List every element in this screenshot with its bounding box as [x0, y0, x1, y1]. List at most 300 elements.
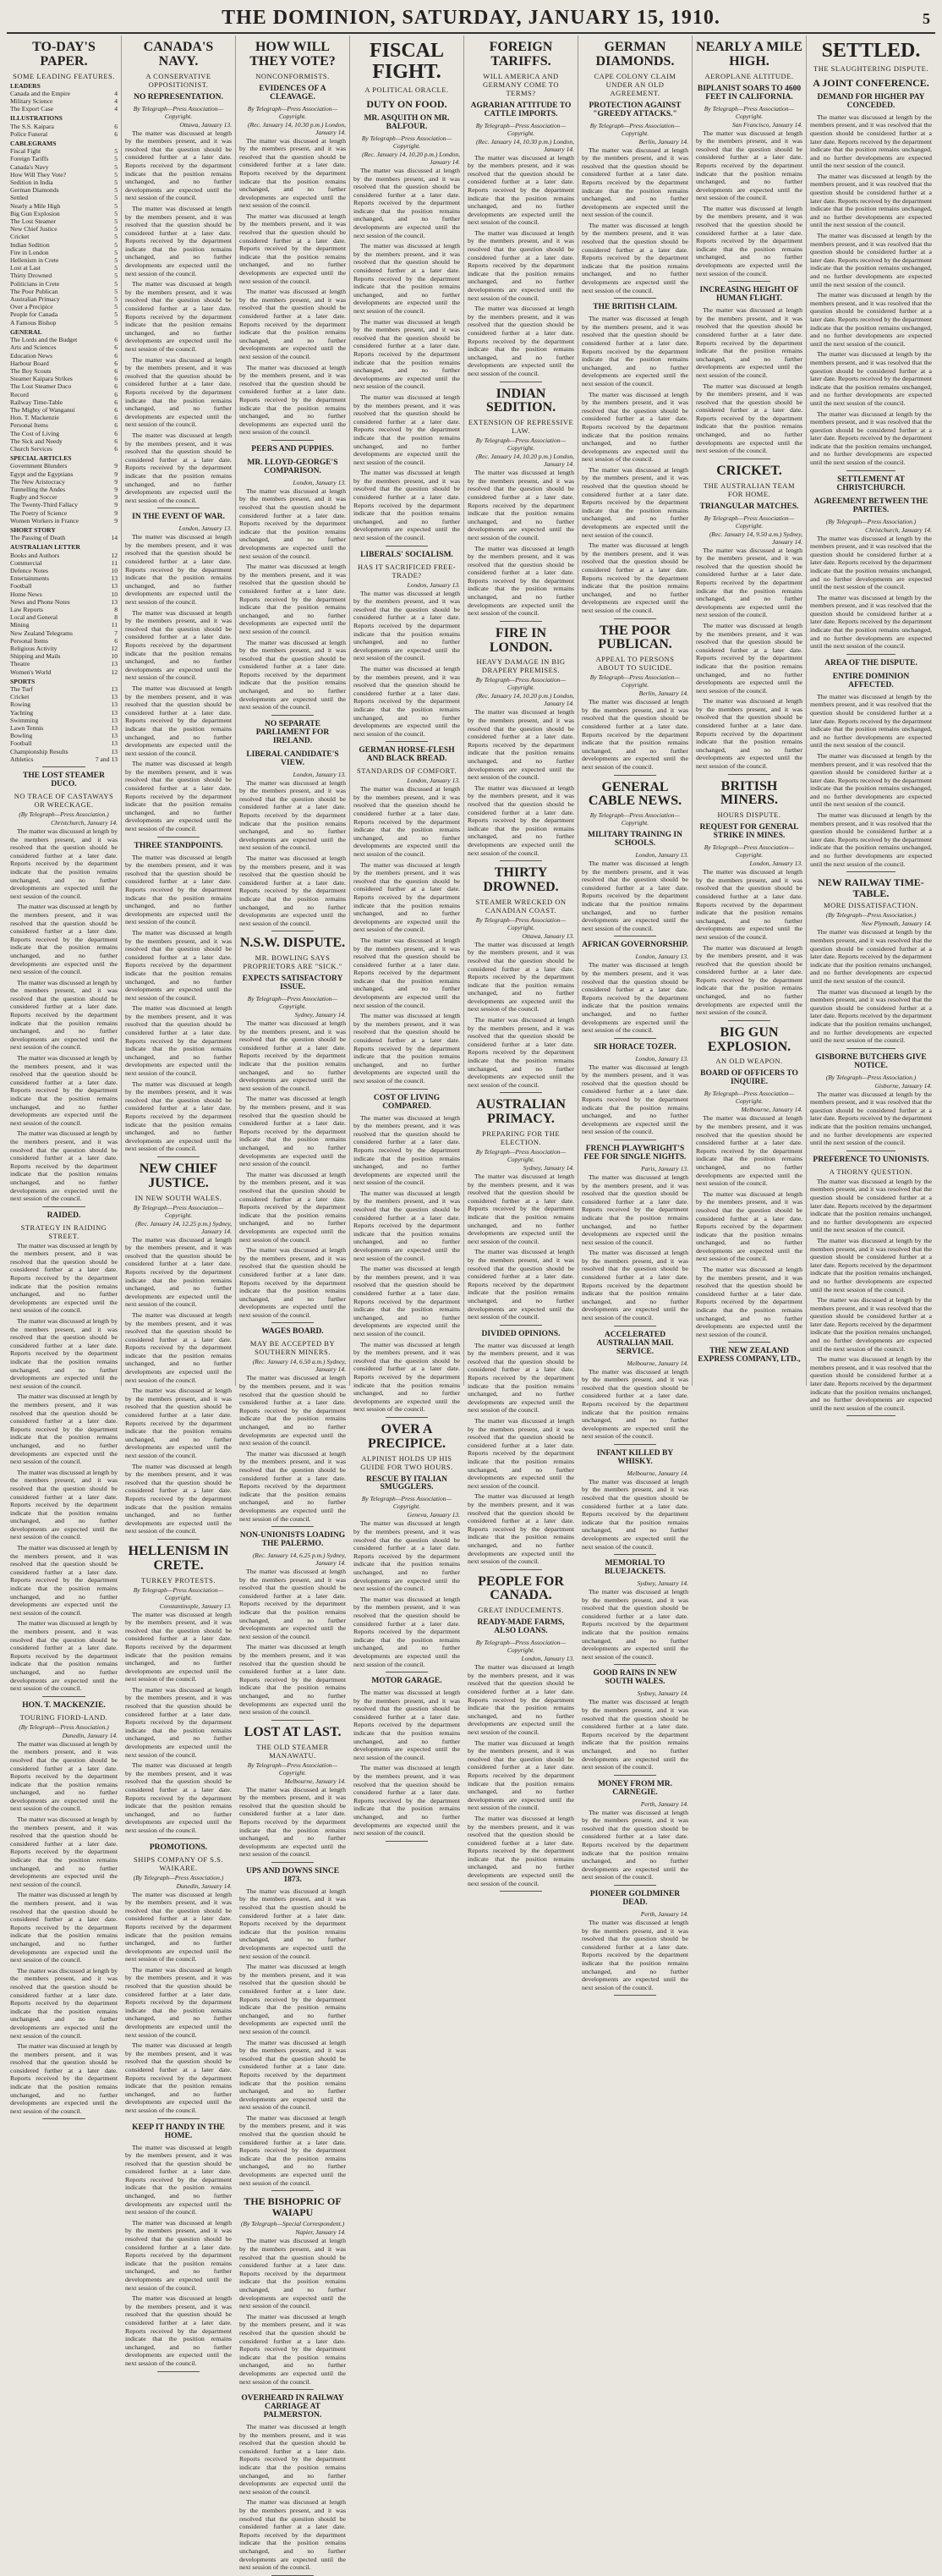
- story-paragraph: The matter was discussed at length by the members present, and it was resolved that the question should be considered further at a later date. Reports received by the department indicate that the position remains unchanged, and no further developments are expected until the next session of the council.: [239, 1568, 346, 1640]
- story-headline: THE LOST STEAMER DUCO.: [23, 772, 105, 789]
- story-headline: GERMAN DIAMONDS.: [595, 40, 675, 69]
- index-item-label: Fire in London: [10, 248, 49, 256]
- story-paragraph: The matter was discussed at length by the members present, and it was resolved that the question should be considered further at a later date. Reports received by the department indicate that the position remains unchanged, and no further developments are expected until the next session of the council.: [810, 987, 932, 1045]
- story-byline: By Telegraph—Press Association—Copyright.: [475, 121, 567, 137]
- index-item-label: The Cost of Living: [10, 429, 60, 437]
- index-item-page: 11: [111, 558, 118, 567]
- story-dateline: (Rec. January 14, 10.30 p.m.) London, January 14.: [247, 120, 346, 136]
- story-paragraph: The matter was discussed at length by the members present, and it was resolved that the question should be considered further at a later date. Reports received by the department indicate that the position remains unchanged, and no further developments are expected until the next session of the council.: [696, 1114, 802, 1188]
- story-subheading: A THORNY QUESTION.: [829, 1167, 913, 1176]
- index-item-label: Law Reports: [10, 606, 44, 613]
- story-byline: By Telegraph—Press Association—Copyright.: [475, 1639, 567, 1655]
- story-paragraph: The matter was discussed at length by the members present, and it was resolved that the question should be considered further at a later date. Reports received by the department indicate that the position remains unchanged, and no further developments are expected until the next session of the council.: [582, 860, 688, 932]
- story-headline: DIVIDED OPINIONS.: [481, 1329, 561, 1338]
- index-item-page: 6: [114, 343, 118, 352]
- masthead: [0, 0, 942, 34]
- index-item-page: 5: [114, 217, 118, 226]
- index-item: [10, 652, 118, 660]
- story-headline: BIPLANIST SOARS TO 4600 FEET IN CALIFORNIA.: [697, 84, 802, 102]
- story-headline: SIR HORACE TOZER.: [594, 1042, 676, 1052]
- story-headline: NON-UNIONISTS LOADING THE PALERMO.: [239, 1531, 346, 1549]
- story-paragraph: The matter was discussed at length by the members present, and it was resolved that the question should be considered further at a later date. Reports received by the department indicate that the position remains unchanged, and no further developments are expected until the next session of the council.: [810, 692, 932, 750]
- column-7: [693, 36, 807, 1386]
- index-item: [10, 264, 118, 272]
- story-subheading: THE AUSTRALIAN TEAM FOR HOME.: [703, 481, 796, 498]
- index-item: [10, 582, 118, 590]
- story-paragraph: The matter was discussed at length by the members present, and it was resolved that the question should be considered further at a later date. Reports received by the department indicate that the position remains unchanged, and no further developments are expected until the next session of the council.: [353, 860, 460, 934]
- index-item-page: 6: [114, 351, 118, 360]
- story-paragraph: The matter was discussed at length by the members present, and it was resolved that the question should be considered further at a later date. Reports received by the department indicate that the position remains unchanged, and no further developments are expected until the next session of the council.: [468, 544, 574, 618]
- story-separator: [42, 1696, 85, 1697]
- index-item-page: 5: [114, 155, 118, 163]
- index-item: [10, 606, 118, 613]
- story-headline: NEARLY A MILE HIGH.: [696, 40, 802, 69]
- column-8: [807, 36, 935, 1412]
- index-item-label: The New Aristocracy: [10, 477, 65, 486]
- story-paragraph: The matter was discussed at length by the members present, and it was resolved that the question should be considered further at a later date. Reports received by the department indicate that the position remains unchanged, and no further developments are expected until the next session of the council.: [125, 204, 232, 277]
- story-paragraph: The matter was discussed at length by the members present, and it was resolved that the question should be considered further at a later date. Reports received by the department indicate that the position remains unchanged, and no further developments are expected until the next session of the council.: [10, 903, 118, 976]
- story-separator: [728, 774, 770, 775]
- story-headline: INDIAN SEDITION.: [485, 386, 556, 415]
- story-paragraph: The matter was discussed at length by the members present, and it was resolved that the question should be considered further at a later date. Reports received by the department indicate that the position remains unchanged, and no further developments are expected until the next session of the council.: [696, 868, 802, 941]
- story-dateline: London, January 13.: [635, 1054, 688, 1063]
- story-paragraph: The matter was discussed at length by the members present, and it was resolved that the question should be considered further at a later date. Reports received by the department indicate that the position remains unchanged, and no further developments are expected until the next session of the council.: [582, 1808, 688, 1881]
- story-paragraph: The matter was discussed at length by the members present, and it was resolved that the question should be considered further at a later date. Reports received by the department indicate that the position remains unchanged, and no further developments are expected until the next session of the council.: [582, 961, 688, 1035]
- story-headline: MR. ASQUITH ON MR. BALFOUR.: [364, 113, 450, 131]
- index-item-page: 9: [114, 477, 118, 486]
- index-item: [10, 421, 118, 429]
- story-separator: [157, 1539, 200, 1540]
- index-item-page: 6: [114, 437, 118, 445]
- index-item-label: New Chief Justice: [10, 225, 58, 233]
- index-item-label: Nearly a Mile High: [10, 201, 61, 210]
- story-paragraph: The matter was discussed at length by the members present, and it was resolved that the question should be considered further at a later date. Reports received by the department indicate that the position remains unchanged, and no further developments are expected until the next session of the council.: [582, 1698, 688, 1771]
- index-item-label: Personal Items: [10, 636, 48, 645]
- story-paragraph: The matter was discussed at length by the members present, and it was resolved that the question should be considered further at a later date. Reports received by the department indicate that the position remains unchanged, and no further developments are expected until the next session of the council.: [810, 1355, 932, 1412]
- story-paragraph: The matter was discussed at length by the members present, and it was resolved that the question should be considered further at a later date. Reports received by the department indicate that the position remains unchanged, and no further developments are expected until the next session of the council.: [10, 1966, 118, 2040]
- index-item-page: 6: [114, 398, 118, 406]
- story-headline: THE BRITISH CLAIM.: [593, 303, 677, 312]
- story-separator: [271, 715, 314, 716]
- index-item: [10, 700, 118, 708]
- story-headline: PEOPLE FOR CANADA.: [478, 1574, 564, 1603]
- story-subheading: TURKEY PROTESTS.: [141, 1575, 216, 1585]
- index-item-page: 13: [111, 574, 118, 583]
- story-subheading: STANDARDS OF COMFORT.: [356, 766, 457, 776]
- index-item-label: Railway Time-Table: [10, 398, 63, 406]
- story-headline: PREFERENCE TO UNIONISTS.: [813, 1155, 929, 1164]
- story-dateline: Dunedin, January 14.: [176, 1881, 232, 1890]
- story-paragraph: The matter was discussed at length by the members present, and it was resolved that the question should be considered further at a later date. Reports received by the department indicate that the position remains unchanged, and no further developments are expected until the next session of the council.: [810, 291, 932, 348]
- index-item-page: 6: [114, 429, 118, 437]
- index-section: AUSTRALIAN LETTER: [10, 543, 80, 552]
- index-item: [10, 130, 118, 138]
- story-paragraph: The matter was discussed at length by the members present, and it was resolved that the question should be considered further at a later date. Reports received by the department indicate that the position remains unchanged, and no further developments are expected until the next session of the council.: [582, 1588, 688, 1661]
- index-item-label: Foreign Tariffs: [10, 155, 49, 163]
- index-item: [10, 598, 118, 606]
- story-headline: PROTECTION AGAINST "GREEDY ATTACKS.": [589, 101, 682, 118]
- index-item-label: The Export Case: [10, 105, 54, 113]
- index-item-label: Canada's Navy: [10, 162, 49, 171]
- story-paragraph: The matter was discussed at length by the members present, and it was resolved that the question should be considered further at a later date. Reports received by the department indicate that the position remains unchanged, and no further developments are expected until the next session of the council.: [810, 593, 932, 651]
- story-paragraph: The matter was discussed at length by the members present, and it was resolved that the question should be considered further at a later date. Reports received by the department indicate that the position remains unchanged, and no further developments are expected until the next session of the council.: [239, 1095, 346, 1168]
- index-item-page: 13: [111, 693, 118, 701]
- story-paragraph: The matter was discussed at length by the members present, and it was resolved that the question should be considered further at a later date. Reports received by the department indicate that the position remains unchanged, and no further developments are expected until the next session of the council.: [125, 1235, 232, 1309]
- index-item: [10, 398, 118, 406]
- story-dateline: Sydney, January 14.: [637, 1579, 688, 1588]
- index-item: [10, 186, 118, 194]
- index-item-page: 5: [114, 162, 118, 171]
- story-paragraph: The matter was discussed at length by the members present, and it was resolved that the question should be considered further at a later date. Reports received by the department indicate that the position remains unchanged, and no further developments are expected until the next session of the council.: [696, 1189, 802, 1263]
- story-headline: GERMAN HORSE-FLESH AND BLACK BREAD.: [359, 746, 455, 764]
- story-dateline: Melbourne, January 14.: [284, 1777, 346, 1785]
- story-headline: REQUEST FOR GENERAL STRIKE IN MINES.: [699, 823, 799, 841]
- index-item-label: Local and General: [10, 613, 58, 622]
- story-dateline: Paris, January 13.: [641, 1164, 688, 1173]
- masthead-rule: [7, 32, 935, 34]
- story-byline: By Telegraph—Press Association—Copyright.: [475, 915, 567, 931]
- story-dateline: Sydney, January 14.: [294, 1011, 346, 1019]
- story-paragraph: The matter was discussed at length by the members present, and it was resolved that the question should be considered further at a later date. Reports received by the department indicate that the position remains unchanged, and no further developments are expected until the next session of the council.: [353, 317, 460, 391]
- index-item-page: 6: [114, 122, 118, 130]
- story-paragraph: The matter was discussed at length by the members present, and it was resolved that the question should be considered further at a later date. Reports received by the department indicate that the position remains unchanged, and no further developments are expected until the next session of the council.: [125, 431, 232, 504]
- story-byline: By Telegraph—Press Association—Copyright.: [133, 104, 224, 120]
- index-item-label: The Poetry of Science: [10, 508, 68, 517]
- story-paragraph: The matter was discussed at length by the members present, and it was resolved that the question should be considered further at a later date. Reports received by the department indicate that the position remains unchanged, and no further developments are expected until the next session of the council.: [125, 533, 232, 606]
- index-item-page: 5: [114, 209, 118, 217]
- index-item: [10, 249, 118, 256]
- story-paragraph: The matter was discussed at length by the members present, and it was resolved that the question should be considered further at a later date. Reports received by the department indicate that the position remains unchanged, and no further developments are expected until the next session of the council.: [125, 1462, 232, 1535]
- story-headline: THE NEW ZEALAND EXPRESS COMPANY, LTD.,: [698, 1347, 801, 1365]
- story-paragraph: The matter was discussed at length by the members present, and it was resolved that the question should be considered further at a later date. Reports received by the department indicate that the position remains unchanged, and no further developments are expected until the next session of the council.: [582, 221, 688, 294]
- index-item-label: The Lost Steamer Duco: [10, 382, 72, 391]
- story-separator: [614, 618, 656, 619]
- index-item-label: Over a Precipice: [10, 303, 53, 311]
- index-item: [10, 217, 118, 225]
- index-item: [10, 171, 118, 179]
- story-paragraph: The matter was discussed at length by the members present, and it was resolved that the question should be considered further at a later date. Reports received by the department indicate that the position remains unchanged, and no further developments are expected until the next session of the council.: [696, 697, 802, 771]
- index-item: [10, 430, 118, 437]
- index-item-label: Church Services: [10, 444, 52, 453]
- story-paragraph: The matter was discussed at length by the members present, and it was resolved that the question should be considered further at a later date. Reports received by the department indicate that the position remains unchanged, and no further developments are expected until the next session of the council.: [696, 943, 802, 1017]
- story-separator: [386, 546, 428, 547]
- story-headline: SETTLED.: [821, 40, 921, 62]
- story-paragraph: The matter was discussed at length by the members present, and it was resolved that the question should be considered further at a later date. Reports received by the department indicate that the position remains unchanged, and no further developments are expected until the next session of the council.: [10, 1241, 118, 1315]
- index-item-page: 7: [114, 629, 118, 637]
- index-item-label: Military Science: [10, 97, 53, 105]
- story-separator: [728, 1342, 770, 1343]
- story-headline: INCREASING HEIGHT OF HUMAN FLIGHT.: [699, 286, 799, 304]
- index-item-label: The Lords and the Budget: [10, 336, 78, 344]
- story-byline: By Telegraph—Press Association—Copyright.: [361, 1495, 452, 1511]
- story-paragraph: The matter was discussed at length by the members present, and it was resolved that the question should be considered further at a later date. Reports received by the department indicate that the position remains unchanged, and no further developments are expected until the next session of the council.: [468, 1492, 574, 1566]
- index-item-label: Harbour Board: [10, 359, 49, 367]
- story-dateline: Dunedin, January 14.: [62, 1731, 118, 1739]
- story-headline: AGREEMENT BETWEEN THE PARTIES.: [813, 497, 928, 514]
- story-paragraph: The matter was discussed at length by the members present, and it was resolved that the question should be considered further at a later date. Reports received by the department indicate that the position remains unchanged, and no further developments are expected until the next session of the council.: [239, 363, 346, 437]
- story-headline: MR. LLOYD-GEORGE'S COMPARISON.: [247, 458, 338, 475]
- story-paragraph: The matter was discussed at length by the members present, and it was resolved that the question should be considered further at a later date. Reports received by the department indicate that the position remains unchanged, and no further developments are expected until the next session of the council.: [353, 785, 460, 858]
- story-headline: MILITARY TRAINING IN SCHOOLS.: [588, 831, 682, 849]
- masthead-title: THE DOMINION, SATURDAY, JANUARY 15, 1910.: [222, 7, 720, 29]
- index-item-page: 13: [111, 708, 118, 717]
- story-byline: By Telegraph—Press Association—Copyright.: [704, 843, 795, 860]
- story-headline: NO SEPARATE PARLIAMENT FOR IRELAND.: [255, 719, 330, 745]
- story-subheading: ALPINIST HOLDS UP HIS GUIDE FOR TWO HOURS.: [360, 1453, 453, 1471]
- index-item-label: Politicians in Crete: [10, 279, 60, 288]
- index-item: [10, 406, 118, 414]
- story-paragraph: The matter was discussed at length by the members present, and it was resolved that the question should be considered further at a later date. Reports received by the department indicate that the position remains unchanged, and no further developments are expected until the next session of the council.: [10, 1544, 118, 1617]
- story-separator: [846, 654, 895, 655]
- story-paragraph: The matter was discussed at length by the members present, and it was resolved that the question should be considered further at a later date. Reports received by the department indicate that the position remains unchanged, and no further developments are expected until the next session of the council.: [468, 228, 574, 302]
- story-headline: PEERS AND PUPPIES.: [251, 444, 334, 453]
- story-subheading: AEROPLANE ALTITUDE.: [704, 71, 794, 80]
- story-headline: MONEY FROM MR. CARNEGIE.: [597, 1779, 673, 1797]
- story-headline: NO REPRESENTATION.: [134, 92, 223, 102]
- column-3: [236, 36, 350, 2572]
- index-item: [10, 755, 118, 763]
- story-separator: [500, 1325, 542, 1326]
- story-headline: AUSTRALIAN PRIMACY.: [476, 1097, 566, 1127]
- story-dateline: Ottawa, January 13.: [179, 120, 232, 129]
- index-item-page: 6: [114, 444, 118, 453]
- story-paragraph: The matter was discussed at length by the members present, and it was resolved that the question should be considered further at a later date. Reports received by the department indicate that the position remains unchanged, and no further developments are expected until the next session of the council.: [353, 1764, 460, 1837]
- story-paragraph: The matter was discussed at length by the members present, and it was resolved that the question should be considered further at a later date. Reports received by the department indicate that the position remains unchanged, and no further developments are expected until the next session of the council.: [810, 232, 932, 288]
- story-byline: By Telegraph—Press Association—Copyright.: [475, 1148, 567, 1163]
- story-separator: [500, 1569, 542, 1570]
- story-paragraph: The matter was discussed at length by the members present, and it was resolved that the question should be considered further at a later date. Reports received by the department indicate that the position remains unchanged, and no further developments are expected until the next session of the council.: [353, 469, 460, 542]
- index-item-label: Fiscal Fight: [10, 147, 41, 156]
- story-dateline: (Rec. January 14, 6.50 a.m.) Sydney, January 14.: [252, 1358, 346, 1374]
- index-item: [10, 414, 118, 421]
- story-subheading: STEAMER WRECKED ON CANADIAN COAST.: [475, 897, 567, 915]
- story-byline: By Telegraph—Press Association—Copyright.: [704, 1090, 795, 1106]
- story-separator: [271, 1720, 314, 1721]
- story-dateline: Napier, January 14.: [295, 2228, 346, 2237]
- column-2: [122, 36, 236, 2367]
- index-item-label: Football: [10, 739, 32, 748]
- story-dateline: Berlin, January 14.: [638, 137, 688, 146]
- index-item: [10, 685, 118, 693]
- story-headline: IN THE EVENT OF WAR.: [132, 513, 225, 522]
- story-dateline: Constantinople, January 13.: [159, 1601, 232, 1610]
- story-dateline: Sydney, January 14.: [637, 1689, 688, 1698]
- index-item-page: 5: [114, 264, 118, 272]
- story-separator: [42, 2118, 85, 2119]
- story-paragraph: The matter was discussed at length by the members present, and it was resolved that the question should be considered further at a later date. Reports received by the department indicate that the position remains unchanged, and no further developments are expected until the next session of the council.: [468, 708, 574, 782]
- index-item: [10, 352, 118, 360]
- index-item: [10, 574, 118, 582]
- story-paragraph: The matter was discussed at length by the members present, and it was resolved that the question should be considered further at a later date. Reports received by the department indicate that the position remains unchanged, and no further developments are expected until the next session of the council.: [239, 2038, 346, 2112]
- story-dateline: Sydney, January 14.: [523, 1164, 574, 1172]
- story-headline: EXPECTS SATISFACTORY ISSUE.: [242, 975, 343, 992]
- story-headline: SETTLEMENT AT CHRISTCHURCH.: [836, 475, 906, 492]
- story-headline: OVER A PRECIPICE.: [367, 1421, 446, 1451]
- index-item-label: The S.S. Kaipara: [10, 122, 54, 130]
- story-dateline: (Rec. January 14, 10.30 p.m.) London, January 14.: [475, 137, 574, 153]
- index-item-page: 9: [114, 462, 118, 470]
- story-headline: UPS AND DOWNS SINCE 1873.: [245, 1866, 340, 1884]
- story-paragraph: The matter was discussed at length by the members present, and it was resolved that the question should be considered further at a later date. Reports received by the department indicate that the position remains unchanged, and no further developments are expected until the next session of the council.: [239, 1019, 346, 1092]
- story-paragraph: The matter was discussed at length by the members present, and it was resolved that the question should be considered further at a later date. Reports received by the department indicate that the position remains unchanged, and no further developments are expected until the next session of the council.: [696, 129, 802, 202]
- index-item-label: Indian Sedition: [10, 240, 50, 249]
- index-separator: [42, 766, 85, 767]
- story-dateline: London, January 13.: [635, 953, 688, 961]
- index-item-page: 9: [114, 493, 118, 502]
- index-item: [10, 225, 118, 233]
- story-separator: [271, 440, 314, 441]
- story-paragraph: The matter was discussed at length by the members present, and it was resolved that the question should be considered further at a later date. Reports received by the department indicate that the position remains unchanged, and no further developments are expected until the next session of the council.: [10, 978, 118, 1052]
- story-headline: HOW WILL THEY VOTE?: [249, 40, 336, 69]
- story-paragraph: The matter was discussed at length by the members present, and it was resolved that the question should be considered further at a later date. Reports received by the department indicate that the position remains unchanged, and no further developments are expected until the next session of the council.: [696, 306, 802, 379]
- story-paragraph: The matter was discussed at length by the members present, and it was resolved that the question should be considered further at a later date. Reports received by the department indicate that the position remains unchanged, and no further developments are expected until the next session of the council.: [239, 1449, 346, 1523]
- story-separator: [42, 1206, 85, 1207]
- index-item-page: 5: [114, 287, 118, 295]
- story-headline: NEW RAILWAY TIME-TABLE.: [818, 876, 924, 899]
- index-item: [10, 343, 118, 351]
- index-section: GENERAL: [10, 327, 42, 336]
- index-item: [10, 147, 118, 155]
- index-item-page: 5: [114, 201, 118, 210]
- story-headline: AGRARIAN ATTITUDE TO CATTLE IMPORTS.: [470, 101, 572, 118]
- story-headline: DUTY ON FOOD.: [366, 98, 447, 111]
- story-paragraph: The matter was discussed at length by the members present, and it was resolved that the question should be considered further at a later date. Reports received by the department indicate that the position remains unchanged, and no further developments are expected until the next session of the council.: [582, 1367, 688, 1441]
- story-paragraph: The matter was discussed at length by the members present, and it was resolved that the question should be considered further at a later date. Reports received by the department indicate that the position remains unchanged, and no further developments are expected until the next session of the council.: [810, 1177, 932, 1234]
- column-6: [578, 36, 693, 1991]
- index-item-page: 6: [114, 366, 118, 375]
- story-byline: By Telegraph—Press Association—Copyright.: [704, 104, 795, 120]
- story-paragraph: The matter was discussed at length by the members present, and it was resolved that the question should be considered further at a later date. Reports received by the department indicate that the position remains unchanged, and no further developments are expected until the next session of the council.: [10, 1739, 118, 1813]
- index-item-label: Record: [10, 390, 29, 398]
- index-item-label: Cricket: [10, 693, 30, 701]
- story-paragraph: The matter was discussed at length by the members present, and it was resolved that the question should be considered further at a later date. Reports received by the department indicate that the position remains unchanged, and no further developments are expected until the next session of the council.: [582, 315, 688, 387]
- index-item: [10, 382, 118, 390]
- story-subheading: IN NEW SOUTH WALES.: [134, 1193, 222, 1202]
- story-dateline: (Rec. January 14, 6.25 p.m.) Sydney, January 14.: [252, 1552, 346, 1568]
- story-separator: [846, 871, 895, 872]
- story-separator: [157, 2118, 200, 2119]
- story-paragraph: The matter was discussed at length by the members present, and it was resolved that the question should be considered further at a later date. Reports received by the department indicate that the position remains unchanged, and no further developments are expected until the next session of the council.: [582, 146, 688, 219]
- story-separator: [157, 1156, 200, 1157]
- story-paragraph: The matter was discussed at length by the members present, and it was resolved that the question should be considered further at a later date. Reports received by the department indicate that the position remains unchanged, and no further developments are expected until the next session of the council.: [239, 2423, 346, 2496]
- index-item: [10, 105, 118, 113]
- story-byline: (By Telegraph—Press Association.): [825, 517, 917, 525]
- index-item: [10, 478, 118, 486]
- story-separator: [846, 1048, 895, 1049]
- story-subheading: MORE DISSATISFACTION.: [824, 901, 918, 910]
- story-paragraph: The matter was discussed at length by the members present, and it was resolved that the question should be considered further at a later date. Reports received by the department indicate that the position remains unchanged, and no further developments are expected until the next session of the council.: [10, 827, 118, 900]
- story-paragraph: The matter was discussed at length by the members present, and it was resolved that the question should be considered further at a later date. Reports received by the department indicate that the position remains unchanged, and no further developments are expected until the next session of the council.: [810, 751, 932, 809]
- story-dateline: (Rec. January 14, 12.25 p.m.) Sydney, January 14.: [135, 1219, 232, 1235]
- index-item-label: Cricket: [10, 233, 30, 241]
- story-paragraph: The matter was discussed at length by the members present, and it was resolved that the question should be considered further at a later date. Reports received by the department indicate that the position remains unchanged, and no further developments are expected until the next session of the council.: [582, 1063, 688, 1136]
- story-headline: THE POOR PUBLICAN.: [598, 623, 672, 652]
- story-headline: FISCAL FIGHT.: [369, 40, 445, 84]
- story-paragraph: The matter was discussed at length by the members present, and it was resolved that the question should be considered further at a later date. Reports received by the department indicate that the position remains unchanged, and no further developments are expected until the next session of the council.: [353, 1113, 460, 1187]
- index-item-label: Shipping and Mails: [10, 652, 61, 661]
- story-dateline: London, January 13.: [293, 770, 346, 778]
- index-item-page: 12: [111, 645, 118, 653]
- story-dateline: London, January 13.: [293, 478, 346, 486]
- story-dateline: Ottawa, January 13.: [522, 931, 574, 940]
- story-paragraph: The matter was discussed at length by the members present, and it was resolved that the question should be considered further at a later date. Reports received by the department indicate that the position remains unchanged, and no further developments are expected until the next session of the council.: [353, 664, 460, 738]
- index-item-page: 5: [114, 279, 118, 288]
- index-item-page: 5: [114, 272, 118, 280]
- story-paragraph: The matter was discussed at length by the members present, and it was resolved that the question should be considered further at a later date. Reports received by the department indicate that the position remains unchanged, and no further developments are expected until the next session of the council.: [353, 393, 460, 466]
- story-paragraph: The matter was discussed at length by the members present, and it was resolved that the question should be considered further at a later date. Reports received by the department indicate that the position remains unchanged, and no further developments are expected until the next session of the council.: [239, 1887, 346, 1960]
- story-dateline: London, January 13.: [407, 580, 460, 589]
- index-item: [10, 336, 118, 343]
- index-item: [10, 559, 118, 567]
- story-separator: [271, 2389, 314, 2390]
- story-headline: FRENCH PLAYWRIGHT'S FEE FOR SINGLE NIGHTS.: [583, 1145, 687, 1162]
- story-byline: By Telegraph—Press Association—Copyright.: [589, 811, 681, 827]
- index-item: [10, 470, 118, 478]
- story-paragraph: The matter was discussed at length by the members present, and it was resolved that the question should be considered further at a later date. Reports received by the department indicate that the position remains unchanged, and no further developments are expected until the next session of the council.: [353, 242, 460, 315]
- story-paragraph: The matter was discussed at length by the members present, and it was resolved that the question should be considered further at a later date. Reports received by the department indicate that the position remains unchanged, and no further developments are expected until the next session of the council.: [582, 1477, 688, 1551]
- index-item: [10, 629, 118, 637]
- story-subheading: THE SLAUGHTERING DISPUTE.: [813, 64, 928, 74]
- story-headline: TRIANGULAR MATCHES.: [699, 502, 799, 511]
- story-headline: FOREIGN TARIFFS.: [489, 40, 553, 69]
- story-paragraph: The matter was discussed at length by the members present, and it was resolved that the question should be considered further at a later date. Reports received by the department indicate that the position remains unchanged, and no further developments are expected until the next session of the council.: [468, 305, 574, 377]
- index-item: [10, 288, 118, 295]
- story-subheading: APPEAL TO PERSONS ABOUT TO SUICIDE.: [595, 655, 675, 673]
- index-item-page: 5: [114, 179, 118, 187]
- story-subheading: PREPARING FOR THE ELECTION.: [481, 1129, 561, 1146]
- story-headline: EVIDENCES OF A CLEAVAGE.: [259, 84, 326, 102]
- index-section: LEADERS: [10, 81, 41, 90]
- story-separator: [271, 1862, 314, 1863]
- index-item: [10, 155, 118, 162]
- index-item-page: 13: [111, 716, 118, 724]
- index-item-page: 6: [114, 390, 118, 398]
- story-paragraph: The matter was discussed at length by the members present, and it was resolved that the question should be considered further at a later date. Reports received by the department indicate that the position remains unchanged, and no further developments are expected until the next session of the council.: [696, 621, 802, 695]
- story-paragraph: The matter was discussed at length by the members present, and it was resolved that the question should be considered further at a later date. Reports received by the department indicate that the position remains unchanged, and no further developments are expected until the next session of the council.: [353, 1689, 460, 1761]
- index-section: SHORT STORY: [10, 525, 56, 534]
- story-paragraph: The matter was discussed at length by the members present, and it was resolved that the question should be considered further at a later date. Reports received by the department indicate that the position remains unchanged, and no further developments are expected until the next session of the council.: [582, 390, 688, 464]
- story-separator: [614, 1554, 656, 1555]
- index-item-label: Tunnelling the Andes: [10, 485, 66, 493]
- story-paragraph: The matter was discussed at length by the members present, and it was resolved that the question should be considered further at a later date. Reports received by the department indicate that the position remains unchanged, and no further developments are expected until the next session of the council.: [10, 1392, 118, 1466]
- index-item-page: 13: [111, 660, 118, 668]
- index-title: TO-DAY'S PAPER.: [32, 40, 96, 69]
- story-paragraph: The matter was discussed at length by the members present, and it was resolved that the question should be considered further at a later date. Reports received by the department indicate that the position remains unchanged, and no further developments are expected until the next session of the council.: [353, 936, 460, 1009]
- index-item-label: Commercial: [10, 558, 42, 567]
- story-paragraph: The matter was discussed at length by the members present, and it was resolved that the question should be considered further at a later date. Reports received by the department indicate that the position remains unchanged, and no further developments are expected until the next session of the council.: [125, 1761, 232, 1834]
- story-paragraph: The matter was discussed at length by the members present, and it was resolved that the question should be considered further at a later date. Reports received by the department indicate that the position remains unchanged, and no further developments are expected until the next session of the council.: [353, 1265, 460, 1337]
- story-paragraph: The matter was discussed at length by the members present, and it was resolved that the question should be considered further at a later date. Reports received by the department indicate that the position remains unchanged, and no further developments are expected until the next session of the council.: [696, 546, 802, 619]
- index-item-label: Championship Results: [10, 747, 68, 755]
- story-dateline: Geneva, January 13.: [407, 1511, 460, 1519]
- index-item-label: Defence Notes: [10, 566, 48, 574]
- index-item: [10, 445, 118, 453]
- index-item: [10, 310, 118, 318]
- story-paragraph: The matter was discussed at length by the members present, and it was resolved that the question should be considered further at a later date. Reports received by the department indicate that the position remains unchanged, and no further developments are expected until the next session of the council.: [239, 2498, 346, 2572]
- index-section: CABLEGRAMS: [10, 140, 57, 148]
- story-paragraph: The matter was discussed at length by the members present, and it was resolved that the question should be considered further at a later date. Reports received by the department indicate that the position remains unchanged, and no further developments are expected until the next session of the council.: [810, 350, 932, 407]
- story-headline: BRITISH MINERS.: [720, 778, 778, 808]
- index-item: [10, 748, 118, 755]
- story-subheading: THE OLD STEAMER MANAWATU.: [256, 1742, 329, 1760]
- index-item-page: 13: [111, 597, 118, 606]
- index-item-label: Swimming: [10, 716, 39, 724]
- story-byline: By Telegraph—Press Association—Copyright.: [589, 121, 681, 137]
- story-subheading: MAY BE ACCEPTED BY SOUTHERN MINERS.: [249, 1339, 336, 1357]
- story-dateline: Christchurch, January 14.: [51, 819, 118, 827]
- index-item-page: 6: [114, 336, 118, 344]
- index-item-page: 12: [111, 551, 118, 559]
